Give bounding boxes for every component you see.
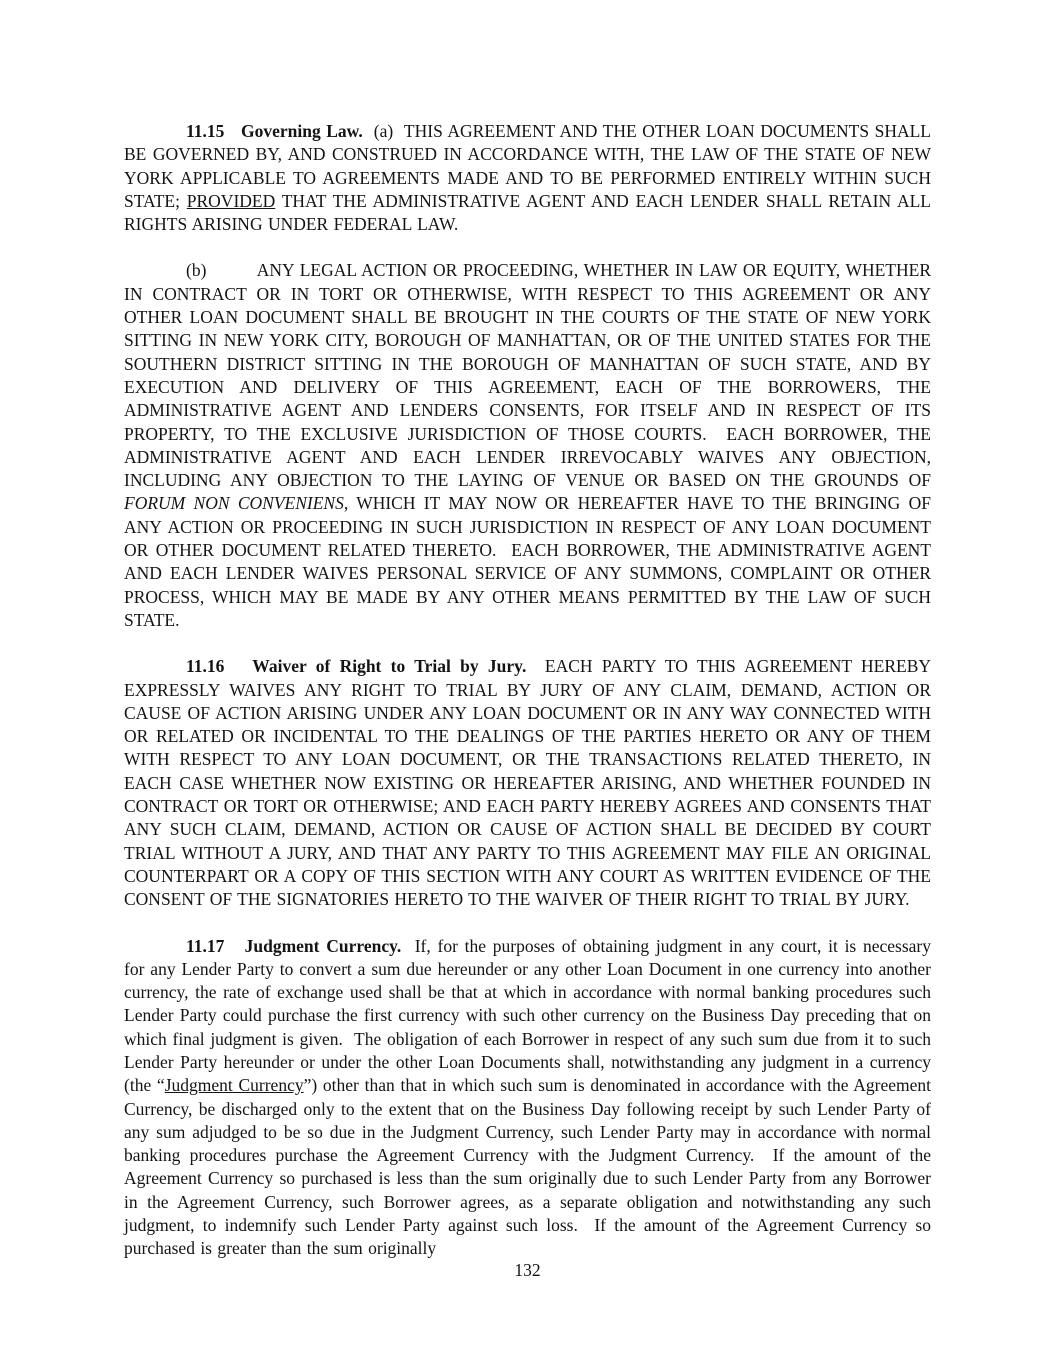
- page-footer: [0, 1260, 1055, 1281]
- paragraph-b-legal-action-jurisdiction: (b) ANY LEGAL ACTION OR PROCEEDING, WHETHER IN LAW OR EQUITY, WHETHER IN CONTRACT OR IN TORT OR OTHERWISE, WITH RESPECT TO THIS AGREEMENT OR ANY OTHER LOAN DOCUMENT SHALL BE BROUGHT IN THE COURTS OF THE STATE OF NEW YORK SITTING IN NEW YORK CITY, BOROUGH OF MANHATTAN, OR OF THE UNITED STATES FOR THE SOUTHERN DISTRICT SITTING IN THE BOROUGH OF MANHATTAN OF SUCH STATE, AND BY EXECUTION AND DELIVERY OF THIS AGREEMENT, EACH OF THE BORROWERS, THE ADMINISTRATIVE AGENT AND LENDERS CONSENTS, FOR ITSELF AND IN RESPECT OF ITS PROPERTY, TO THE EXCLUSIVE JURISDICTION OF THOSE COURTS. EACH BORROWER, THE ADMINISTRATIVE AGENT AND EACH LENDER IRREVOCABLY WAIVES ANY OBJECTION, INCLUDING ANY OBJECTION TO THE LAYING OF VENUE OR BASED ON THE GROUNDS OF FORUM NON CONVENIENS, WHICH IT MAY NOW OR HEREAFTER HAVE TO THE BRINGING OF ANY ACTION OR PROCEEDING IN SUCH JURISDICTION IN RESPECT OF ANY LOAN DOCUMENT OR OTHER DOCUMENT RELATED THERETO. EACH BORROWER, THE ADMINISTRATIVE AGENT AND EACH LENDER WAIVES PERSONAL SERVICE OF ANY SUMMONS, COMPLAINT OR OTHER PROCESS, WHICH MAY BE MADE BY ANY OTHER MEANS PERMITTED BY THE LAW OF SUCH STATE.: [124, 260, 937, 630]
- page-number: 132: [514, 1260, 541, 1280]
- section-11-15-governing-law: 11.15 Governing Law. (a) THIS AGREEMENT AND THE OTHER LOAN DOCUMENTS SHALL BE GOVERNED BY, AND CONSTRUED IN ACCORDANCE WITH, THE LAW OF THE STATE OF NEW YORK APPLICABLE TO AGREEMENTS MADE AND TO BE PERFORMED ENTIRELY WITHIN SUCH STATE; PROVIDED THAT THE ADMINISTRATIVE AGENT AND EACH LENDER SHALL RETAIN ALL RIGHTS ARISING UNDER FEDERAL LAW.: [124, 121, 937, 235]
- section-11-17-judgment-currency: 11.17 Judgment Currency. If, for the purposes of obtaining judgment in any court, it is necessary for any Lender Party to convert a sum due hereunder or any other Loan Document in one currency into another currency, the rate of exchange used shall be that at which in accordance with normal banking procedures such Lender Party could purchase the first currency with such other currency on the Business Day preceding that on which final judgment is given. The obligation of each Borrower in respect of any such sum due from it to such Lender Party hereunder or under the other Loan Documents shall, notwithstanding any judgment in a currency (the “Judgment Currency”) other than that in which such sum is denominated in accordance with the Agreement Currency, be discharged only to the extent that on the Business Day following receipt by such Lender Party of any sum adjudged to be so due in the Judgment Currency, such Lender Party may in accordance with normal banking procedures purchase the Agreement Currency with the Judgment Currency. If the amount of the Agreement Currency so purchased is less than the sum originally due to such Lender Party from any Borrower in the Agreement Currency, such Borrower agrees, as a separate obligation and notwithstanding any such judgment, to indemnify such Lender Party against such loss. If the amount of the Agreement Currency so purchased is greater than the sum originally: [124, 935, 937, 1259]
- section-11-16-waiver-of-jury-trial: 11.16 Waiver of Right to Trial by Jury. EACH PARTY TO THIS AGREEMENT HEREBY EXPRESSLY WAIVES ANY RIGHT TO TRIAL BY JURY OF ANY CLAIM, DEMAND, ACTION OR CAUSE OF ACTION ARISING UNDER ANY LOAN DOCUMENT OR IN ANY WAY CONNECTED WITH OR RELATED OR INCIDENTAL TO THE DEALINGS OF THE PARTIES HERETO OR ANY OF THEM WITH RESPECT TO ANY LOAN DOCUMENT, OR THE TRANSACTIONS RELATED THERETO, IN EACH CASE WHETHER NOW EXISTING OR HEREAFTER ARISING, AND WHETHER FOUNDED IN CONTRACT OR TORT OR OTHERWISE; AND EACH PARTY HEREBY AGREES AND CONSENTS THAT ANY SUCH CLAIM, DEMAND, ACTION OR CAUSE OF ACTION SHALL BE DECIDED BY COURT TRIAL WITHOUT A JURY, AND THAT ANY PARTY TO THIS AGREEMENT MAY FILE AN ORIGINAL COUNTERPART OR A COPY OF THIS SECTION WITH ANY COURT AS WRITTEN EVIDENCE OF THE CONSENT OF THE SIGNATORIES HERETO TO THE WAIVER OF THEIR RIGHT TO TRIAL BY JURY.: [124, 656, 937, 910]
